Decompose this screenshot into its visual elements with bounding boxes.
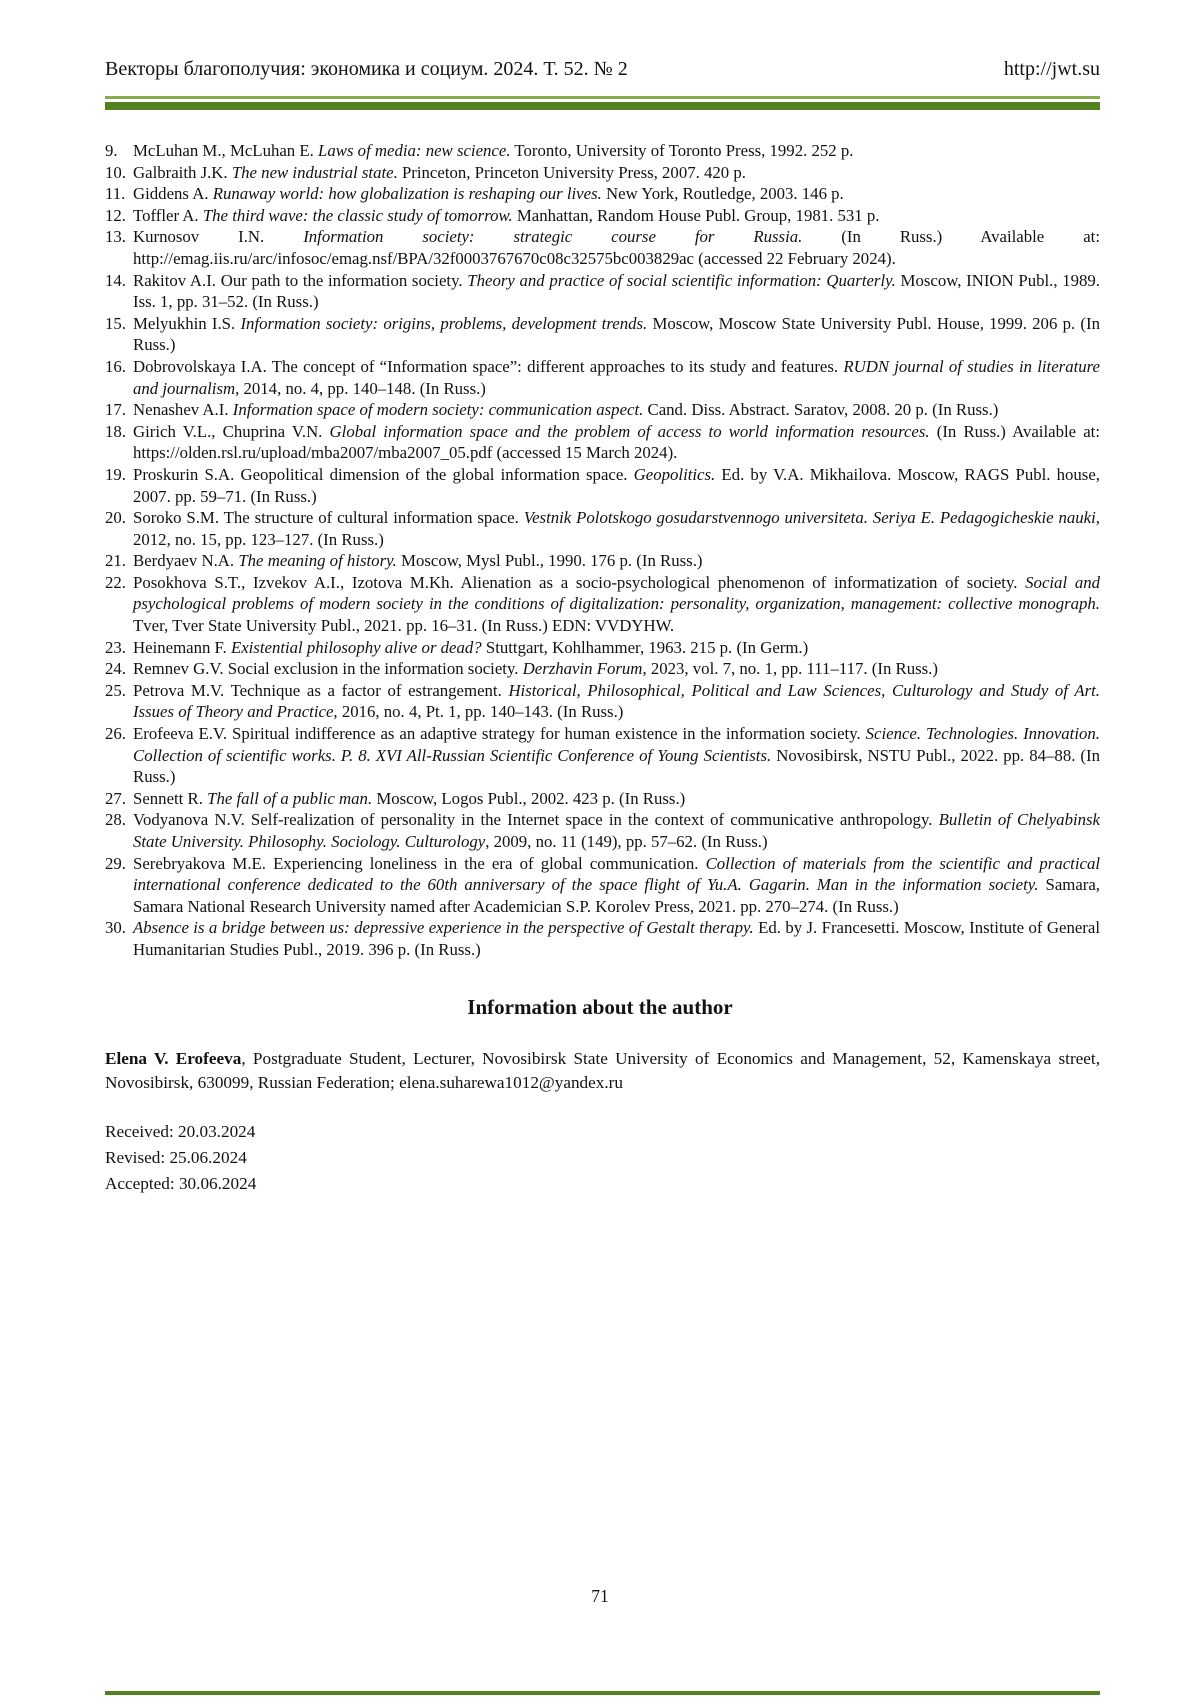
reference-text: Kurnosov I.N.: [133, 227, 304, 247]
footer-rule: [105, 1691, 1100, 1695]
reference-item: [105, 917, 1100, 960]
reference-title-italic: The meaning of history.: [238, 551, 397, 571]
reference-item: [105, 226, 1100, 269]
reference-title-italic: Runaway world: how globalization is reshaping our lives.: [212, 184, 602, 204]
reference-text: , 2012, no. 15, pp. 123–127. (In Russ.): [133, 508, 1100, 549]
reference-title-italic: Existential philosophy alive or dead?: [230, 637, 482, 657]
author-name: Elena V. Erofeeva: [105, 1048, 242, 1068]
reference-item: [105, 788, 1100, 810]
reference-text: Toronto, University of Toronto Press, 1992. 252 p.: [510, 141, 854, 160]
reference-number: 15.: [105, 313, 126, 333]
reference-text: Heinemann F.: [133, 637, 231, 657]
reference-title-italic: The new industrial state.: [231, 162, 398, 182]
reference-number: 11.: [105, 184, 126, 204]
reference-item: [105, 162, 1100, 184]
reference-number: 9.: [105, 141, 118, 160]
reference-text: Stuttgart, Kohlhammer, 1963. 215 p. (In Germ.): [481, 637, 809, 657]
reference-title-italic: Bulletin of Chelyabinsk State University. Philosophy. Sociology. Culturology: [133, 810, 1100, 851]
reference-text: Ed. by V.A. Mikhailova. Moscow, RAGS Publ. house, 2007. pp. 59–71. (In Russ.): [133, 464, 1100, 506]
journal-url[interactable]: http://jwt.su: [1003, 58, 1100, 80]
reference-title-italic: Information space of modern society: communication aspect.: [232, 400, 644, 420]
reference-title-italic: Geopolitics.: [633, 464, 716, 484]
reference-item: [105, 464, 1100, 507]
reference-text: New York, Routledge, 2003. 146 p.: [601, 184, 844, 204]
reference-title-italic: Information society: strategic course for Russia.: [303, 227, 803, 247]
reference-item: [105, 399, 1100, 421]
reference-text: Vodyanova N.V. Self-realization of personality in the Internet space in the context of communicative anthropology.: [133, 810, 939, 830]
reference-item: [105, 658, 1100, 680]
reference-text: Berdyaev N.A.: [133, 551, 239, 571]
reference-text: McLuhan M., McLuhan E.: [133, 141, 319, 160]
reference-item: [105, 356, 1100, 399]
header-rule: [105, 96, 1100, 110]
reference-title-italic: Derzhavin Forum: [522, 659, 643, 679]
reference-number: 20.: [105, 508, 126, 528]
reference-text: , 2023, vol. 7, no. 1, pp. 111–117. (In Russ.): [642, 659, 938, 679]
reference-item: [105, 205, 1100, 227]
author-details: , Postgraduate Student, Lecturer, Novosibirsk State University of Economics and Management, 52, Kamenskaya street, Novosibirsk, 630099, Russian Federation; elena.suharewa1012@yandex.ru: [105, 1048, 1100, 1092]
reference-item: [105, 853, 1100, 918]
reference-text: , 2009, no. 11 (149), pp. 57–62. (In Russ.): [485, 832, 768, 851]
reference-number: 12.: [105, 205, 126, 225]
reference-title-italic: RUDN journal of studies in literature and journalism: [133, 356, 1100, 398]
reference-text: Posokhova S.T., Izvekov A.I., Izotova M.Kh. Alienation as a socio-psychological phenomenon of informatization of society.: [133, 572, 1026, 592]
reference-text: Rakitov A.I. Our path to the information society.: [133, 270, 468, 290]
reference-title-italic: The fall of a public man.: [207, 788, 373, 808]
reference-number: 17.: [105, 400, 126, 420]
reference-title-italic: Laws of media: new science.: [318, 141, 511, 160]
reference-text: Moscow, INION Publ., 1989. Iss. 1, pp. 31–52. (In Russ.): [133, 270, 1100, 312]
reference-text: Girich V.L., Chuprina V.N.: [133, 421, 330, 441]
reference-text: Serebryakova M.E. Experiencing loneliness in the era of global communication.: [133, 853, 706, 873]
reference-number: 22.: [105, 572, 126, 592]
reference-number: 25.: [105, 680, 126, 700]
reference-text: Remnev G.V. Social exclusion in the information society.: [133, 659, 523, 679]
reference-text: Proskurin S.A. Geopolitical dimension of the global information space.: [133, 464, 634, 484]
reference-title-italic: The third wave: the classic study of tomorrow.: [202, 205, 513, 225]
reference-text: Moscow, Logos Publ., 2002. 423 p. (In Russ.): [372, 788, 686, 808]
reference-item: [105, 270, 1100, 313]
reference-title-italic: Theory and practice of social scientific information: Quarterly.: [467, 270, 896, 290]
reference-item: [105, 550, 1100, 572]
reference-item: [105, 421, 1100, 464]
reference-text: Novosibirsk, NSTU Publ., 2022. pp. 84–88. (In Russ.): [133, 745, 1100, 787]
reference-text: Samara, Samara National Research University named after Academician S.P. Korolev Press, 2021. pp. 270–274. (In Russ.): [133, 875, 1100, 916]
reference-title-italic: Historical, Philosophical, Political and Law Sciences, Culturology and Study of Art. Issues of Theory and Practice: [133, 680, 1100, 722]
reference-title-italic: Social and psychological problems of modern society in the conditions of digitalization: personality, organization, management: collective monograph.: [133, 572, 1100, 614]
reference-text: Manhattan, Random House Publ. Group, 1981. 531 p.: [512, 205, 880, 225]
reference-text: Ed. by J. Francesetti. Moscow, Institute of General Humanitarian Studies Publ., 2019. 396 p. (In Russ.): [133, 918, 1100, 959]
reference-number: 29.: [105, 853, 126, 873]
reference-text: Giddens A.: [133, 184, 213, 204]
reference-item: [105, 637, 1100, 659]
reference-text: (In Russ.) Available at: https://olden.rsl.ru/upload/mba2007/mba2007_05.pdf (accessed 15 March 2024).: [133, 421, 1100, 463]
reference-text: Petrova M.V. Technique as a factor of estrangement.: [133, 680, 509, 700]
reference-number: 10.: [105, 162, 126, 182]
reference-title-italic: Vestnik Polotskogo gosudarstvennogo universiteta. Seriya E. Pedagogicheskie nauki: [523, 508, 1096, 528]
reference-item: [105, 723, 1100, 788]
author-section-heading: Information about the author: [467, 994, 733, 1019]
reference-item: [105, 809, 1100, 852]
reference-text: Erofeeva E.V. Spiritual indifference as an adaptive strategy for human existence in the information society.: [133, 724, 866, 744]
date-line: Revised: 25.06.2024: [105, 1147, 247, 1167]
reference-text: Cand. Diss. Abstract. Saratov, 2008. 20 p. (In Russ.): [643, 400, 999, 420]
reference-number: 13.: [105, 227, 126, 247]
reference-title-italic: Absence is a bridge between us: depressive experience in the perspective of Gestalt therapy.: [133, 918, 754, 938]
reference-item: [105, 680, 1100, 723]
reference-text: Toffler A.: [133, 205, 203, 225]
reference-item: [105, 313, 1100, 356]
reference-number: 21.: [105, 551, 126, 571]
reference-text: (In Russ.) Available at: http://emag.iis.ru/arc/infosoc/emag.nsf/BPA/32f0003767670c08c32575bc003829ac (accessed 22 February 2024).: [133, 227, 1100, 268]
reference-text: Dobrovolskaya I.A. The concept of “Information space”: different approaches to its study and features.: [133, 356, 844, 376]
date-line: Accepted: 30.06.2024: [105, 1173, 257, 1193]
reference-item: [105, 572, 1100, 637]
reference-number: 23.: [105, 637, 126, 657]
reference-number: 30.: [105, 918, 126, 938]
page-header: [0, 0, 1200, 81]
reference-text: Soroko S.M. The structure of cultural information space.: [133, 508, 524, 528]
reference-item: [105, 507, 1100, 550]
reference-text: , 2016, no. 4, Pt. 1, pp. 140–143. (In Russ.): [333, 702, 624, 722]
reference-text: Moscow, Mysl Publ., 1990. 176 p. (In Russ.): [396, 551, 703, 571]
references-list: [105, 140, 1100, 961]
reference-text: Tver, Tver State University Publ., 2021. pp. 16–31. (In Russ.) EDN: VVDYHW.: [133, 616, 675, 636]
date-line: Received: 20.03.2024: [105, 1121, 256, 1141]
reference-title-italic: Science. Technologies. Innovation. Collection of scientific works. P. 8. XVI All-Russian Scientific Conference of Young Scientists.: [133, 724, 1100, 765]
journal-title: Векторы благополучия: экономика и социум. 2024. Т. 52. № 2: [105, 58, 628, 80]
author-info-paragraph: [105, 1047, 1100, 1095]
reference-number: 28.: [105, 810, 126, 830]
dates-block: [105, 1119, 1100, 1197]
reference-number: 16.: [105, 356, 126, 376]
reference-number: 27.: [105, 788, 126, 808]
reference-text: Princeton, Princeton University Press, 2007. 420 p.: [397, 162, 746, 182]
reference-number: 19.: [105, 464, 126, 484]
page-number: 71: [591, 1586, 609, 1606]
reference-text: Galbraith J.K.: [133, 162, 232, 182]
reference-number: 18.: [105, 421, 126, 441]
reference-item: [105, 140, 1100, 162]
reference-text: Sennett R.: [133, 788, 208, 808]
reference-item: [105, 183, 1100, 205]
reference-title-italic: Collection of materials from the scientific and practical international conference dedicated to the 60th anniversary of the space flight of Yu.A. Gagarin. Man in the information society.: [133, 853, 1100, 895]
reference-number: 24.: [105, 659, 126, 679]
reference-number: 14.: [105, 270, 126, 290]
reference-title-italic: Global information space and the problem of access to world information resources.: [329, 421, 930, 441]
reference-text: Melyukhin I.S.: [133, 313, 241, 333]
reference-text: Nenashev A.I.: [133, 400, 233, 420]
reference-number: 26.: [105, 724, 126, 744]
reference-text: Moscow, Moscow State University Publ. House, 1999. 206 p. (In Russ.): [133, 313, 1100, 355]
header-rule-thick-line: [105, 102, 1100, 110]
reference-title-italic: Information society: origins, problems, development trends.: [240, 313, 648, 333]
reference-text: , 2014, no. 4, pp. 140–148. (In Russ.): [235, 378, 486, 398]
